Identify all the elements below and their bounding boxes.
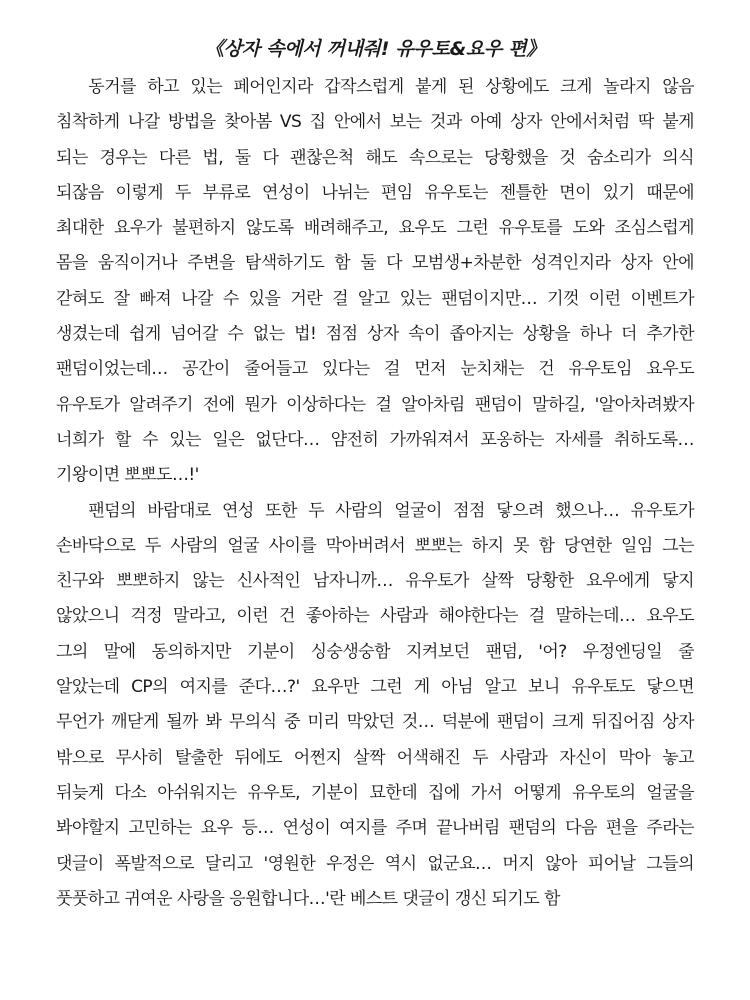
text-line: 최대한 요우가 불편하지 않도록 배려해주고, 요우도 그런 유우토를 도와 조심스럽게 [56,218,694,239]
document-title: 《상자 속에서 꺼내줘! 유우토&요우 편》 [204,38,546,60]
text-line: 풋풋하고 귀여운 사랑을 응원합니다…'란 베스트 댓글이 갱신 되기도 함 [56,888,560,909]
text-line: 갇혀도 잘 빠져 나갈 수 있을 거란 걸 알고 있는 팬덤이지만… 기껏 이런 이벤트가 [56,288,694,309]
paragraph-2 [56,494,694,918]
text-line: 침착하게 나갈 방법을 찾아봄 VS 집 안에서 보는 것과 아예 상자 안에서처럼 딱 붙게 [56,112,694,133]
text-line: 되잖음 이렇게 두 부류로 연성이 나뉘는 편임 유우토는 젠틀한 면이 있기 때문에 [56,182,694,203]
text-line: 않았으니 걱정 말라고, 이런 건 좋아하는 사람과 해야한다는 걸 말하는데… 요우도 [56,606,694,627]
text-line: 댓글이 폭발적으로 달리고 '영원한 우정은 역시 없군요… 머지 않아 피어날 그들의 [56,853,694,874]
text-line: 팬덤이었는데… 공간이 줄어들고 있다는 걸 먼저 눈치채는 건 유우토임 요우도 [56,359,694,380]
text-line: 동거를 하고 있는 페어인지라 갑작스럽게 붙게 된 상황에도 크게 놀라지 않음 [88,77,694,97]
paragraph-1 [56,70,694,494]
text-line: 밖으로 무사히 탈출한 뒤에도 어쩐지 살짝 어색해진 두 사람과 자신이 막아 놓고 [56,747,694,768]
text-line: 무언가 깨닫게 될까 봐 무의식 중 미리 막았던 것… 덕분에 팬덤이 크게 뒤집어짐 상자 [56,712,694,733]
text-line: 봐야할지 고민하는 요우 등… 연성이 여지를 주며 끝나버림 팬덤의 다음 편을 주라는 [56,818,694,839]
text-line: 되는 경우는 다른 법, 둘 다 괜찮은척 해도 속으로는 당황했을 것 숨소리가 의식 [56,147,694,168]
text-line: 손바닥으로 두 사람의 얼굴 사이를 막아버려서 뽀뽀는 하지 못 함 당연한 일임 그는 [56,535,694,556]
text-line: 몸을 움직이거나 주변을 탐색하기도 함 둘 다 모범생+차분한 성격인지라 상자 안에 [56,253,694,274]
text-line: 알았는데 CP의 여지를 준다…?' 요우만 그런 게 아님 알고 보니 유우토도 닿으면 [56,677,694,698]
text-line: 너희가 할 수 있는 일은 없단다… 얌전히 가까워져서 포옹하는 자세를 취하도록… [56,429,694,450]
text-line: 팬덤의 바람대로 연성 또한 두 사람의 얼굴이 점점 닿으려 했으나… 유우토가 [88,500,694,521]
text-line: 그의 말에 동의하지만 기분이 싱숭생숭함 지켜보던 팬덤, '어? 우정엔딩일 줄 [56,641,694,662]
text-line: 친구와 뽀뽀하지 않는 신사적인 남자니까… 유우토가 살짝 당황한 요우에게 닿지 [56,571,694,592]
text-line: 유우토가 알려주기 전에 뭔가 이상하다는 걸 알아차림 팬덤이 말하길, '알아차려봤자 [56,394,694,415]
text-line: 뒤늦게 다소 아쉬워지는 유우토, 기분이 묘한데 집에 가서 어떻게 유우토의 얼굴을 [56,782,694,803]
text-line: 기왕이면 뽀뽀도…!' [56,465,199,486]
text-line: 생겼는데 쉽게 넘어갈 수 없는 법! 점점 상자 속이 좁아지는 상황을 하나 더 추가한 [56,324,694,345]
